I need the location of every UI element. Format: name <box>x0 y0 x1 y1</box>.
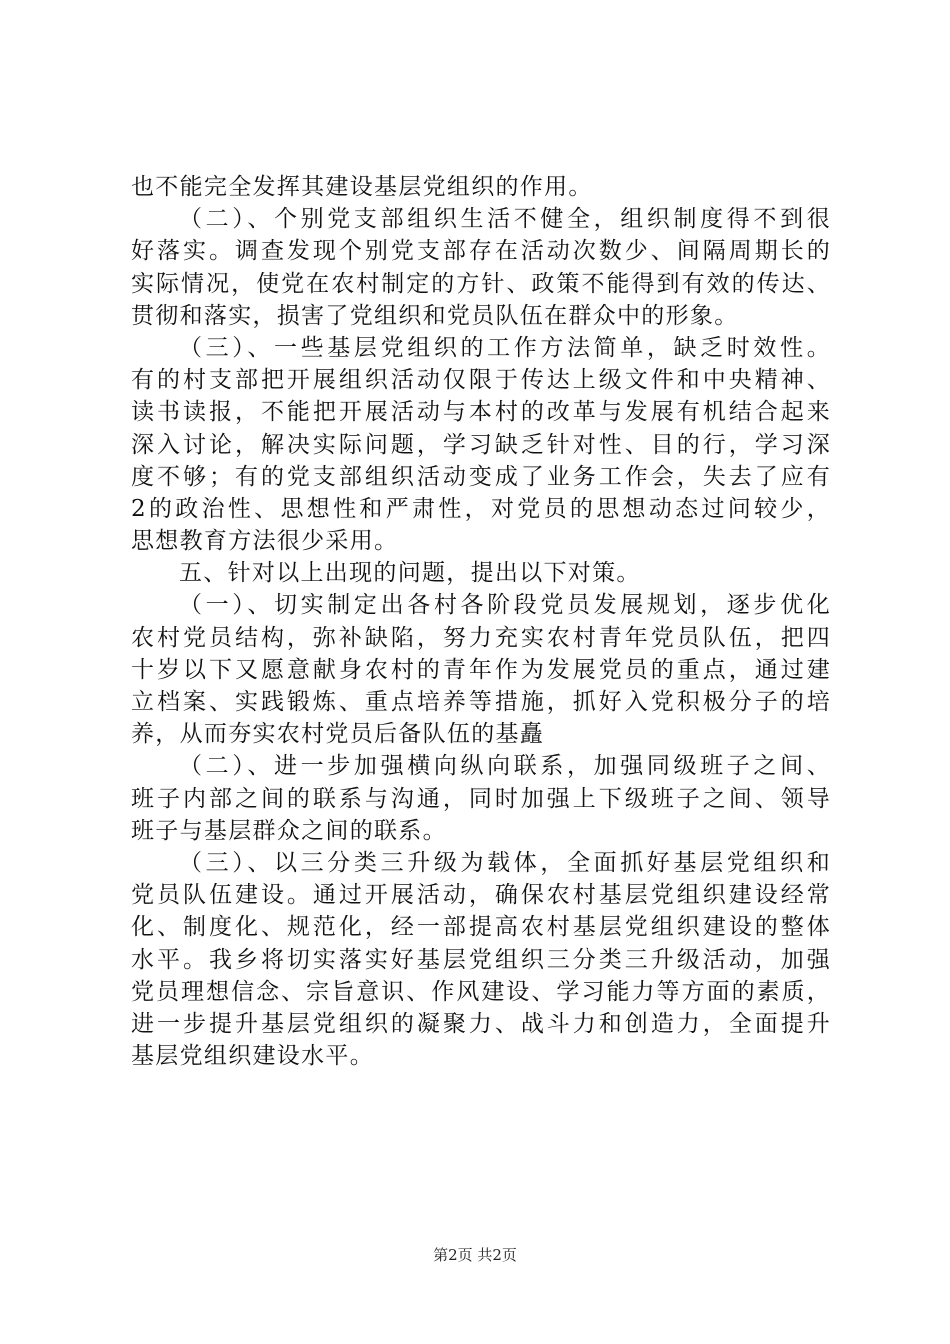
text-line: 基层党组织建设水平。 <box>131 1043 374 1070</box>
text-line: （三）、一些基层党组织的工作方法简单，缺乏时效性。 <box>179 334 831 361</box>
text-line: （二）、个别党支部组织生活不健全，组织制度得不到很 <box>179 206 831 233</box>
text-line: 水平。我乡将切实落实好基层党组织三分类三升级活动，加强 <box>131 946 831 973</box>
text-line: 2的政治性、思想性和严肃性，对党员的思想动态过问较少， <box>131 495 831 522</box>
text-line: 化、制度化、规范化，经一部提高农村基层党组织建设的整体 <box>131 914 831 941</box>
document-body <box>131 171 831 1072</box>
text-line: 深入讨论，解决实际问题，学习缺乏针对性、目的行，学习深 <box>131 431 831 458</box>
text-line: 也不能完全发挥其建设基层党组织的作用。 <box>131 174 593 200</box>
text-line: 农村党员结构，弥补缺陷，努力充实农村青年党员队伍，把四 <box>131 624 831 651</box>
text-line: 十岁以下又愿意献身农村的青年作为发展党员的重点，通过建 <box>131 656 831 683</box>
text-line: 有的村支部把开展组织活动仅限于传达上级文件和中央精神、 <box>131 367 831 394</box>
text-line: 进一步提升基层党组织的凝聚力、战斗力和创造力，全面提升 <box>131 1010 831 1037</box>
text-line: 立档案、实践锻炼、重点培养等措施，抓好入党积极分子的培 <box>131 689 831 715</box>
text-line: （三）、以三分类三升级为载体，全面抓好基层党组织和 <box>179 849 831 876</box>
text-line: （二）、进一步加强横向纵向联系，加强同级班子之间、 <box>179 753 831 780</box>
text-line: 班子与基层群众之间的联系。 <box>131 817 447 844</box>
text-line: 实际情况，使党在农村制定的方针、政策不能得到有效的传达、 <box>131 270 831 297</box>
text-line: 养，从而夯实农村党员后备队伍的基矗 <box>131 721 545 748</box>
text-line: 五、针对以上出现的问题，提出以下对策。 <box>179 560 641 587</box>
text-line: 好落实。调查发现个别党支部存在活动次数少、间隔周期长的 <box>131 238 831 265</box>
text-line: 度不够；有的党支部组织活动变成了业务工作会，失去了应有 <box>131 463 831 490</box>
text-line: 思想教育方法很少采用。 <box>131 528 399 555</box>
text-line: 党员理想信念、宗旨意识、作风建设、学习能力等方面的素质， <box>131 978 831 1005</box>
text-line: （一）、切实制定出各村各阶段党员发展规划，逐步优化 <box>179 592 831 619</box>
text-line: 班子内部之间的联系与沟通，同时加强上下级班子之间、领导 <box>131 785 831 812</box>
text-line: 贯彻和落实，损害了党组织和党员队伍在群众中的形象。 <box>131 302 739 329</box>
page-number-footer: 第2页 共2页 <box>433 1246 517 1264</box>
text-line: 读书读报，不能把开展活动与本村的改革与发展有机结合起来 <box>131 399 831 426</box>
text-line: 党员队伍建设。通过开展活动，确保农村基层党组织建设经常 <box>131 882 831 909</box>
